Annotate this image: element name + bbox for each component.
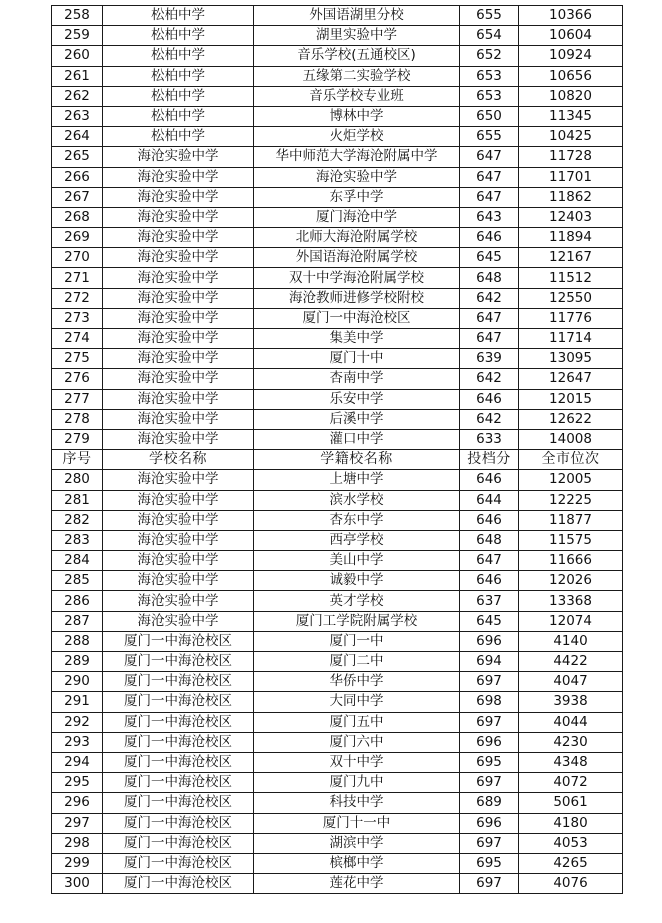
seq-cell: 269 — [52, 228, 103, 248]
enrolled-school-cell: 北师大海沧附属学校 — [254, 228, 460, 248]
seq-cell: 273 — [52, 308, 103, 328]
admission-score-cell: 697 — [460, 712, 519, 732]
table-row — [52, 712, 623, 732]
school-name-cell: 厦门一中海沧校区 — [103, 813, 254, 833]
school-name-cell: 海沧实验中学 — [103, 490, 254, 510]
city-rank-cell: 11862 — [519, 187, 623, 207]
school-name-cell: 海沧实验中学 — [103, 510, 254, 530]
seq-cell: 268 — [52, 207, 103, 227]
enrolled-school-cell: 美山中学 — [254, 551, 460, 571]
table-row — [52, 672, 623, 692]
school-name-cell: 海沧实验中学 — [103, 349, 254, 369]
seq-cell: 292 — [52, 712, 103, 732]
enrolled-school-cell: 厦门十中 — [254, 349, 460, 369]
table-row — [52, 813, 623, 833]
city-rank-cell: 12647 — [519, 369, 623, 389]
admission-score-cell: 637 — [460, 591, 519, 611]
seq-cell: 297 — [52, 813, 103, 833]
seq-cell: 284 — [52, 551, 103, 571]
admission-score-cell: 642 — [460, 369, 519, 389]
school-name-cell: 厦门一中海沧校区 — [103, 672, 254, 692]
table-row — [52, 66, 623, 86]
city-rank-cell: 11728 — [519, 147, 623, 167]
admission-score-cell: 695 — [460, 853, 519, 873]
admission-score-cell: 653 — [460, 66, 519, 86]
table-row — [52, 530, 623, 550]
city-rank-cell: 11894 — [519, 228, 623, 248]
school-name-cell: 厦门一中海沧校区 — [103, 732, 254, 752]
admission-score-cell: 696 — [460, 813, 519, 833]
admission-score-cell: 697 — [460, 833, 519, 853]
city-rank-cell: 12225 — [519, 490, 623, 510]
seq-cell: 260 — [52, 46, 103, 66]
table-row — [52, 288, 623, 308]
city-rank-cell: 11512 — [519, 268, 623, 288]
admission-score-cell: 655 — [460, 127, 519, 147]
enrolled-school-cell: 厦门十一中 — [254, 813, 460, 833]
school-name-cell: 松柏中学 — [103, 6, 254, 26]
school-name-cell: 海沧实验中学 — [103, 369, 254, 389]
admission-score-cell: 642 — [460, 288, 519, 308]
city-rank-cell: 4265 — [519, 853, 623, 873]
admission-score-cell: 646 — [460, 470, 519, 490]
seq-cell: 289 — [52, 652, 103, 672]
seq-cell: 278 — [52, 409, 103, 429]
school-name-cell: 厦门一中海沧校区 — [103, 652, 254, 672]
admission-score-cell: 647 — [460, 187, 519, 207]
enrolled-school-cell: 厦门一中海沧校区 — [254, 308, 460, 328]
enrolled-school-cell: 外国语海沧附属学校 — [254, 248, 460, 268]
table-row — [52, 127, 623, 147]
seq-cell: 263 — [52, 106, 103, 126]
enrolled-school-cell: 音乐学校(五通校区) — [254, 46, 460, 66]
admission-score-cell: 650 — [460, 106, 519, 126]
city-rank-cell: 12403 — [519, 207, 623, 227]
admission-score-cell: 694 — [460, 652, 519, 672]
table-row — [52, 631, 623, 651]
table-row — [52, 268, 623, 288]
city-rank-cell: 12005 — [519, 470, 623, 490]
admission-score-cell: 698 — [460, 692, 519, 712]
enrolled-school-cell: 厦门六中 — [254, 732, 460, 752]
admission-score-cell: 689 — [460, 793, 519, 813]
school-name-cell: 海沧实验中学 — [103, 268, 254, 288]
table-row — [52, 591, 623, 611]
school-name-cell: 海沧实验中学 — [103, 530, 254, 550]
enrolled-school-cell: 杏南中学 — [254, 369, 460, 389]
school-name-cell: 厦门一中海沧校区 — [103, 692, 254, 712]
city-rank-cell: 13368 — [519, 591, 623, 611]
admission-score-cell: 652 — [460, 46, 519, 66]
enrolled-school-cell: 外国语湖里分校 — [254, 6, 460, 26]
enrolled-school-cell: 五缘第二实验学校 — [254, 66, 460, 86]
school-name-cell: 海沧实验中学 — [103, 429, 254, 449]
column-header: 序号 — [52, 450, 103, 470]
city-rank-cell: 10604 — [519, 26, 623, 46]
city-rank-cell: 10924 — [519, 46, 623, 66]
city-rank-cell: 10820 — [519, 86, 623, 106]
city-rank-cell: 4180 — [519, 813, 623, 833]
seq-cell: 283 — [52, 530, 103, 550]
enrolled-school-cell: 莲花中学 — [254, 874, 460, 894]
school-name-cell: 松柏中学 — [103, 106, 254, 126]
table-row — [52, 167, 623, 187]
admission-score-cell: 642 — [460, 409, 519, 429]
seq-cell: 296 — [52, 793, 103, 813]
city-rank-cell: 11714 — [519, 329, 623, 349]
school-name-cell: 海沧实验中学 — [103, 308, 254, 328]
table-row — [52, 793, 623, 813]
city-rank-cell: 4076 — [519, 874, 623, 894]
city-rank-cell: 11345 — [519, 106, 623, 126]
city-rank-cell: 11701 — [519, 167, 623, 187]
seq-cell: 274 — [52, 329, 103, 349]
table-row — [52, 652, 623, 672]
seq-cell: 272 — [52, 288, 103, 308]
city-rank-cell: 4053 — [519, 833, 623, 853]
table-row — [52, 187, 623, 207]
city-rank-cell: 4230 — [519, 732, 623, 752]
school-name-cell: 海沧实验中学 — [103, 167, 254, 187]
admission-score-cell: 653 — [460, 86, 519, 106]
table-row — [52, 773, 623, 793]
seq-cell: 290 — [52, 672, 103, 692]
admission-score-cell: 697 — [460, 874, 519, 894]
enrolled-school-cell: 西亭学校 — [254, 530, 460, 550]
enrolled-school-cell: 海沧实验中学 — [254, 167, 460, 187]
table-row — [52, 147, 623, 167]
city-rank-cell: 12015 — [519, 389, 623, 409]
seq-cell: 280 — [52, 470, 103, 490]
enrolled-school-cell: 火炬学校 — [254, 127, 460, 147]
seq-cell: 262 — [52, 86, 103, 106]
city-rank-cell: 4348 — [519, 752, 623, 772]
table-row — [52, 429, 623, 449]
school-name-cell: 海沧实验中学 — [103, 551, 254, 571]
school-name-cell: 厦门一中海沧校区 — [103, 752, 254, 772]
school-name-cell: 松柏中学 — [103, 86, 254, 106]
seq-cell: 259 — [52, 26, 103, 46]
school-name-cell: 松柏中学 — [103, 46, 254, 66]
city-rank-cell: 11666 — [519, 551, 623, 571]
table-row — [52, 692, 623, 712]
school-name-cell: 海沧实验中学 — [103, 288, 254, 308]
seq-cell: 291 — [52, 692, 103, 712]
school-name-cell: 松柏中学 — [103, 127, 254, 147]
enrolled-school-cell: 厦门工学院附属学校 — [254, 611, 460, 631]
seq-cell: 293 — [52, 732, 103, 752]
school-name-cell: 海沧实验中学 — [103, 591, 254, 611]
enrolled-school-cell: 双十中学海沧附属学校 — [254, 268, 460, 288]
enrolled-school-cell: 槟榔中学 — [254, 853, 460, 873]
city-rank-cell: 11776 — [519, 308, 623, 328]
seq-cell: 294 — [52, 752, 103, 772]
enrolled-school-cell: 杏东中学 — [254, 510, 460, 530]
admission-score-cell: 696 — [460, 631, 519, 651]
school-name-cell: 厦门一中海沧校区 — [103, 712, 254, 732]
seq-cell: 276 — [52, 369, 103, 389]
school-name-cell: 海沧实验中学 — [103, 207, 254, 227]
admission-score-cell: 639 — [460, 349, 519, 369]
seq-cell: 295 — [52, 773, 103, 793]
school-name-cell: 厦门一中海沧校区 — [103, 773, 254, 793]
city-rank-cell: 14008 — [519, 429, 623, 449]
table-row — [52, 470, 623, 490]
seq-cell: 261 — [52, 66, 103, 86]
seq-cell: 299 — [52, 853, 103, 873]
admission-score-cell: 655 — [460, 6, 519, 26]
enrolled-school-cell: 华侨中学 — [254, 672, 460, 692]
table-row — [52, 369, 623, 389]
admission-score-cell: 697 — [460, 773, 519, 793]
city-rank-cell: 13095 — [519, 349, 623, 369]
table-row — [52, 409, 623, 429]
city-rank-cell: 11575 — [519, 530, 623, 550]
table-row — [52, 551, 623, 571]
admission-score-cell: 647 — [460, 147, 519, 167]
admission-score-cell: 696 — [460, 732, 519, 752]
school-name-cell: 海沧实验中学 — [103, 409, 254, 429]
table-row — [52, 732, 623, 752]
seq-cell: 285 — [52, 571, 103, 591]
city-rank-cell: 12167 — [519, 248, 623, 268]
column-header: 投档分 — [460, 450, 519, 470]
enrolled-school-cell: 科技中学 — [254, 793, 460, 813]
seq-cell: 267 — [52, 187, 103, 207]
school-name-cell: 厦门一中海沧校区 — [103, 631, 254, 651]
enrolled-school-cell: 厦门海沧中学 — [254, 207, 460, 227]
city-rank-cell: 4047 — [519, 672, 623, 692]
enrolled-school-cell: 集美中学 — [254, 329, 460, 349]
admission-score-cell: 695 — [460, 752, 519, 772]
table-row — [52, 86, 623, 106]
city-rank-cell: 10366 — [519, 6, 623, 26]
city-rank-cell: 4422 — [519, 652, 623, 672]
table-row — [52, 874, 623, 894]
enrolled-school-cell: 乐安中学 — [254, 389, 460, 409]
table-row — [52, 389, 623, 409]
seq-cell: 270 — [52, 248, 103, 268]
admission-score-cell: 645 — [460, 248, 519, 268]
seq-cell: 281 — [52, 490, 103, 510]
school-name-cell: 厦门一中海沧校区 — [103, 793, 254, 813]
school-name-cell: 松柏中学 — [103, 26, 254, 46]
enrolled-school-cell: 后溪中学 — [254, 409, 460, 429]
admission-score-cell: 646 — [460, 510, 519, 530]
city-rank-cell: 11877 — [519, 510, 623, 530]
seq-cell: 282 — [52, 510, 103, 530]
table-row — [52, 752, 623, 772]
school-name-cell: 海沧实验中学 — [103, 147, 254, 167]
enrolled-school-cell: 东孚中学 — [254, 187, 460, 207]
table-row — [52, 308, 623, 328]
seq-cell: 271 — [52, 268, 103, 288]
city-rank-cell: 4044 — [519, 712, 623, 732]
admission-score-table — [51, 5, 623, 894]
admission-score-cell: 697 — [460, 672, 519, 692]
admission-score-cell: 647 — [460, 167, 519, 187]
seq-cell: 264 — [52, 127, 103, 147]
school-name-cell: 海沧实验中学 — [103, 228, 254, 248]
enrolled-school-cell: 灌口中学 — [254, 429, 460, 449]
table-row — [52, 853, 623, 873]
table-row — [52, 248, 623, 268]
city-rank-cell: 12550 — [519, 288, 623, 308]
school-name-cell: 海沧实验中学 — [103, 329, 254, 349]
enrolled-school-cell: 滨水学校 — [254, 490, 460, 510]
column-header: 学籍校名称 — [254, 450, 460, 470]
school-name-cell: 松柏中学 — [103, 66, 254, 86]
enrolled-school-cell: 厦门九中 — [254, 773, 460, 793]
city-rank-cell: 12026 — [519, 571, 623, 591]
school-name-cell: 海沧实验中学 — [103, 187, 254, 207]
admission-score-cell: 643 — [460, 207, 519, 227]
enrolled-school-cell: 湖里实验中学 — [254, 26, 460, 46]
enrolled-school-cell: 英才学校 — [254, 591, 460, 611]
school-name-cell: 海沧实验中学 — [103, 389, 254, 409]
enrolled-school-cell: 厦门一中 — [254, 631, 460, 651]
enrolled-school-cell: 大同中学 — [254, 692, 460, 712]
column-header-row — [52, 450, 623, 470]
table-row — [52, 490, 623, 510]
admission-score-cell: 644 — [460, 490, 519, 510]
enrolled-school-cell: 湖滨中学 — [254, 833, 460, 853]
table-row — [52, 26, 623, 46]
enrolled-school-cell: 厦门五中 — [254, 712, 460, 732]
city-rank-cell: 3938 — [519, 692, 623, 712]
table-row — [52, 833, 623, 853]
seq-cell: 288 — [52, 631, 103, 651]
table-row — [52, 510, 623, 530]
admission-score-cell: 648 — [460, 268, 519, 288]
enrolled-school-cell: 厦门二中 — [254, 652, 460, 672]
admission-score-cell: 645 — [460, 611, 519, 631]
city-rank-cell: 12074 — [519, 611, 623, 631]
school-name-cell: 厦门一中海沧校区 — [103, 833, 254, 853]
seq-cell: 279 — [52, 429, 103, 449]
enrolled-school-cell: 博林中学 — [254, 106, 460, 126]
school-name-cell: 厦门一中海沧校区 — [103, 853, 254, 873]
city-rank-cell: 12622 — [519, 409, 623, 429]
column-header: 全市位次 — [519, 450, 623, 470]
enrolled-school-cell: 华中师范大学海沧附属中学 — [254, 147, 460, 167]
city-rank-cell: 4072 — [519, 773, 623, 793]
city-rank-cell: 5061 — [519, 793, 623, 813]
table-row — [52, 207, 623, 227]
admission-score-cell: 648 — [460, 530, 519, 550]
enrolled-school-cell: 上塘中学 — [254, 470, 460, 490]
city-rank-cell: 4140 — [519, 631, 623, 651]
seq-cell: 265 — [52, 147, 103, 167]
admission-score-cell: 647 — [460, 329, 519, 349]
city-rank-cell: 10656 — [519, 66, 623, 86]
seq-cell: 300 — [52, 874, 103, 894]
admission-score-cell: 646 — [460, 228, 519, 248]
table-row — [52, 329, 623, 349]
admission-score-cell: 647 — [460, 551, 519, 571]
seq-cell: 258 — [52, 6, 103, 26]
seq-cell: 287 — [52, 611, 103, 631]
seq-cell: 275 — [52, 349, 103, 369]
school-name-cell: 海沧实验中学 — [103, 571, 254, 591]
city-rank-cell: 10425 — [519, 127, 623, 147]
table-row — [52, 349, 623, 369]
table-row — [52, 611, 623, 631]
school-name-cell: 海沧实验中学 — [103, 611, 254, 631]
enrolled-school-cell: 双十中学 — [254, 752, 460, 772]
seq-cell: 286 — [52, 591, 103, 611]
seq-cell: 277 — [52, 389, 103, 409]
admission-score-cell: 633 — [460, 429, 519, 449]
enrolled-school-cell: 音乐学校专业班 — [254, 86, 460, 106]
admission-score-cell: 646 — [460, 571, 519, 591]
seq-cell: 266 — [52, 167, 103, 187]
table-row — [52, 571, 623, 591]
admission-score-cell: 647 — [460, 308, 519, 328]
table-row — [52, 6, 623, 26]
table-row — [52, 46, 623, 66]
school-name-cell: 海沧实验中学 — [103, 248, 254, 268]
admission-score-cell: 646 — [460, 389, 519, 409]
school-name-cell: 海沧实验中学 — [103, 470, 254, 490]
column-header: 学校名称 — [103, 450, 254, 470]
seq-cell: 298 — [52, 833, 103, 853]
enrolled-school-cell: 海沧教师进修学校附校 — [254, 288, 460, 308]
table-row — [52, 228, 623, 248]
enrolled-school-cell: 诚毅中学 — [254, 571, 460, 591]
admission-score-cell: 654 — [460, 26, 519, 46]
table-body — [52, 6, 623, 894]
table-row — [52, 106, 623, 126]
school-name-cell: 厦门一中海沧校区 — [103, 874, 254, 894]
